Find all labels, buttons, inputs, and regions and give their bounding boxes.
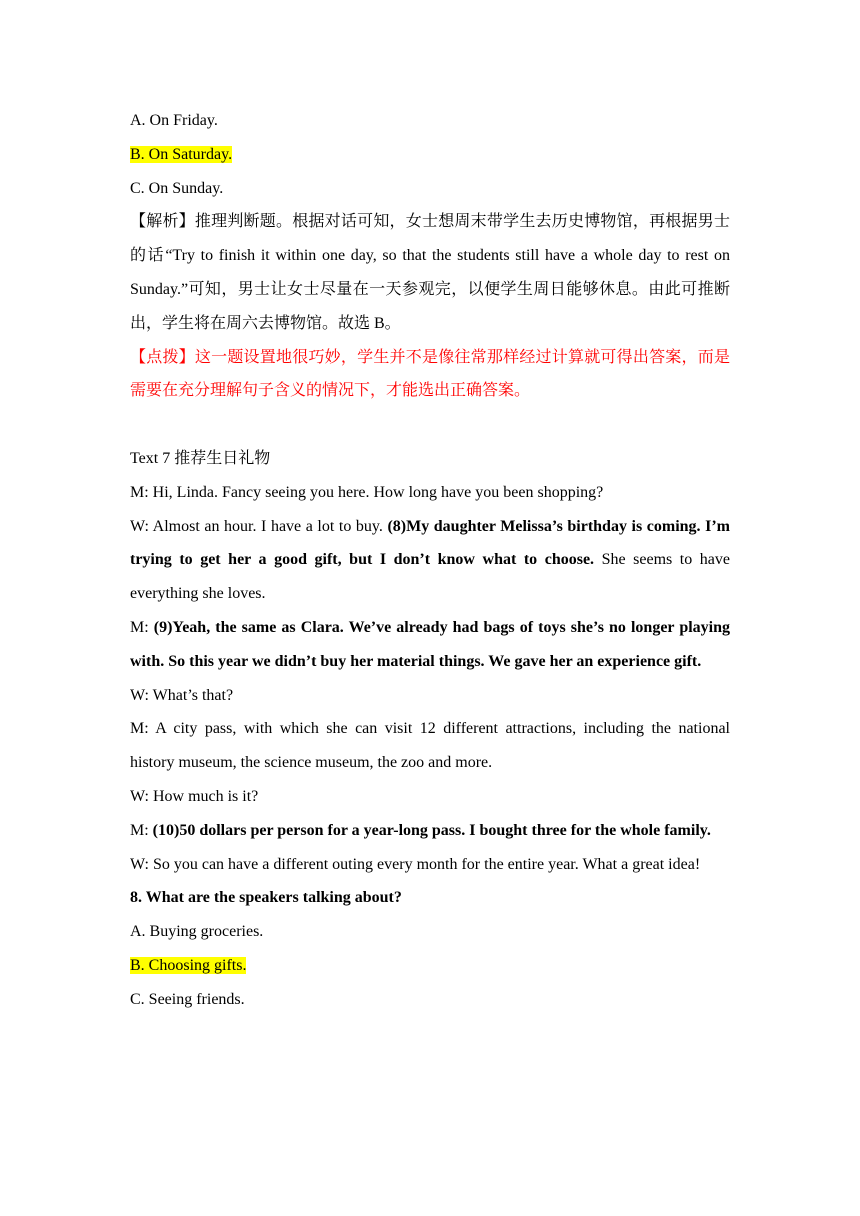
dialogue-w4: W: So you can have a different outing every month for the entire year. What a great idea! <box>130 855 701 873</box>
analysis-paragraph <box>130 205 730 340</box>
m2-bold: (9)Yeah, the same as Clara. We’ve already had bags of toys she’s no longer playing with. So this year we didn’t buy her material things. We gave her an experience gift. <box>130 618 731 670</box>
answer-highlight: B. On Saturday. <box>130 145 233 163</box>
analysis-tag: 【解析】 <box>130 213 195 231</box>
text7-title: Text 7 推荐生日礼物 <box>130 449 271 467</box>
dialogue-m1: M: Hi, Linda. Fancy seeing you here. How long have you been shopping? <box>130 483 604 501</box>
m4-plain: M: <box>130 821 153 839</box>
w1-plain: W: Almost an hour. I have a lot to buy. <box>130 517 388 535</box>
q8-option-c: C. Seeing friends. <box>130 990 245 1008</box>
dialogue-m2 <box>130 611 730 679</box>
w1-tail: She seems to have everything she loves. <box>130 551 731 603</box>
m4-bold: (10)50 dollars per person for a year-long pass. I bought three for the whole family. <box>152 821 711 839</box>
q8-option-b <box>130 949 730 983</box>
q7-option-a: A. On Friday. <box>130 112 218 129</box>
dialogue-w1 <box>130 510 730 611</box>
document-page <box>130 104 730 1017</box>
blank-line <box>130 408 730 442</box>
dialogue-m4 <box>130 814 730 848</box>
w1-bold: (8)My daughter Melissa’s birthday is coming. I’m trying to get her a good gift, but I don’t know what to choose. <box>130 517 730 569</box>
tip-paragraph <box>130 341 730 409</box>
m2-plain: M: <box>130 618 154 636</box>
analysis-text: 推理判断题。根据对话可知，女士想周末带学生去历史博物馆，再根据男士的话“Try to finish it within one day, so that the students still have a whole day to rest on Sunday.”可知，男士让女士尽量在一天参观完，以便学生周日能够休息。由此可推断出，学生将在周六去博物馆。故选 B。 <box>130 213 730 332</box>
q7-option-c: C. On Sunday. <box>130 179 224 197</box>
dialogue-w3: W: How much is it? <box>130 787 259 805</box>
q8-question <box>130 881 730 915</box>
q8-question-text: 8. What are the speakers talking about? <box>130 889 402 907</box>
tip-tag: 【点拨】 <box>130 348 195 366</box>
q7-option-b <box>130 138 730 172</box>
answer-highlight: B. Choosing gifts. <box>130 956 247 974</box>
tip-text: 这一题设置地很巧妙，学生并不是像往常那样经过计算就可得出答案，而是需要在充分理解句子含义的情况下，才能选出正确答案。 <box>130 348 730 400</box>
dialogue-m3: M: A city pass, with which she can visit 12 different attractions, including the national history museum, the science museum, the zoo and more. <box>130 720 730 772</box>
q8-option-a: A. Buying groceries. <box>130 923 264 941</box>
dialogue-w2: W: What’s that? <box>130 686 234 704</box>
